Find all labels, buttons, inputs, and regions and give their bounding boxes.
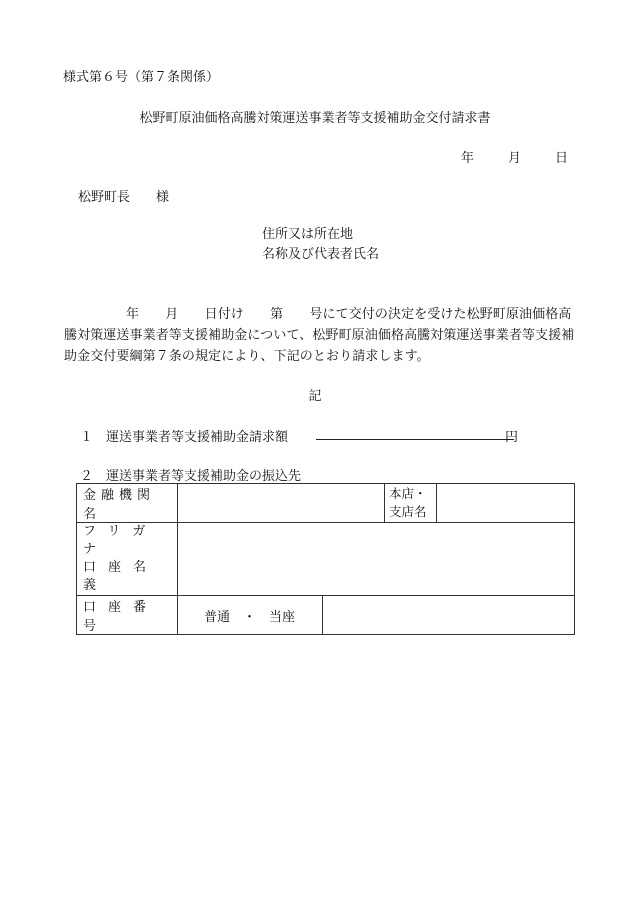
item1-label: １ 運送事業者等支援補助金請求額 bbox=[80, 430, 289, 445]
amount-field[interactable] bbox=[316, 425, 514, 440]
date-day: 日 bbox=[554, 151, 568, 166]
account-number-label: 口座番号 bbox=[77, 596, 178, 635]
account-type-selector[interactable]: 普通 ・ 当座 bbox=[178, 596, 323, 635]
branch-label-line1: 本店・ bbox=[389, 486, 427, 501]
branch-name-field[interactable] bbox=[437, 484, 575, 523]
form-number: 様式第６号（第７条関係） bbox=[63, 70, 220, 85]
body-text: 年 月 日付け 第 号にて交付の決定を受けた松野町原油価格高騰対策運送事業者等支援補助金について、松野町原油価格高騰対策運送事業者等支援補助金交付要綱第７条の規定により、下記のとおり請求します。 bbox=[64, 307, 575, 364]
address-label: 住所又は所在地 bbox=[262, 227, 354, 242]
branch-label bbox=[385, 484, 437, 523]
account-name-label-cell bbox=[77, 523, 178, 596]
account-name-field[interactable] bbox=[178, 523, 575, 596]
furigana-label: フリガナ bbox=[83, 524, 158, 557]
account-name-row bbox=[77, 523, 575, 596]
account-number-field[interactable] bbox=[323, 596, 575, 635]
yen-unit: 円 bbox=[505, 430, 519, 445]
applicant-block bbox=[262, 225, 379, 265]
bank-row bbox=[77, 484, 575, 523]
bank-name-field[interactable] bbox=[178, 484, 385, 523]
ki-heading: 記 bbox=[308, 389, 322, 404]
bank-name-label: 金融機関名 bbox=[77, 484, 178, 523]
account-number-row bbox=[77, 596, 575, 635]
document-title: 松野町原油価格高騰対策運送事業者等支援補助金交付請求書 bbox=[139, 111, 491, 126]
branch-label-line2: 支店名 bbox=[389, 504, 427, 519]
date-month: 月 bbox=[507, 151, 521, 166]
date-line bbox=[461, 147, 568, 166]
addressee: 松野町長 様 bbox=[78, 190, 170, 205]
bank-table bbox=[76, 483, 575, 635]
item2-label: ２ 運送事業者等支援補助金の振込先 bbox=[80, 469, 302, 484]
account-name-label: 口座名義 bbox=[83, 560, 159, 593]
date-year: 年 bbox=[460, 151, 474, 166]
name-label: 名称及び代表者氏名 bbox=[262, 247, 380, 262]
